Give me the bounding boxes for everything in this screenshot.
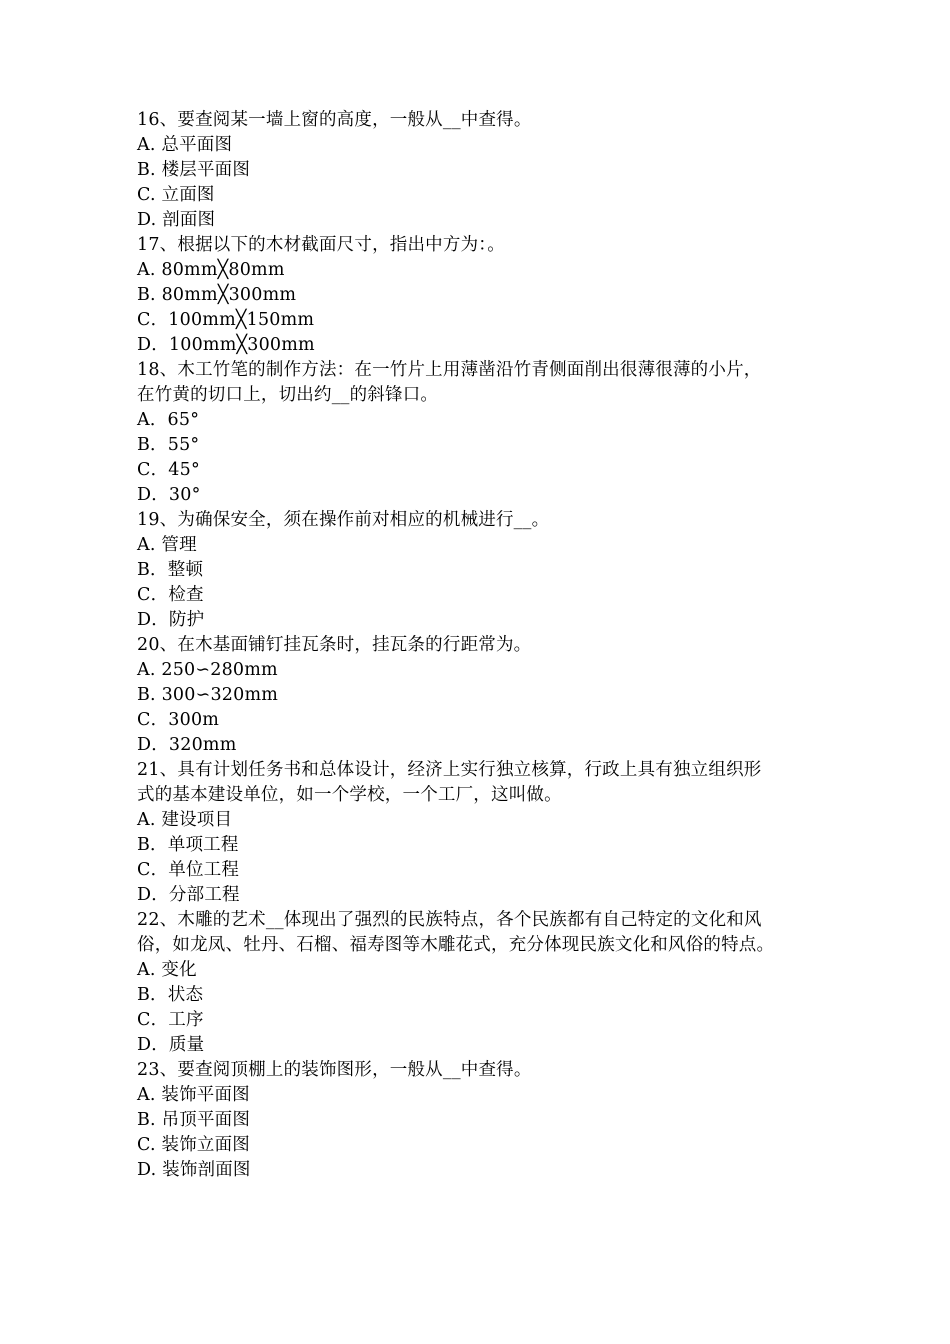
question-stem-line: 23、要查阅顶棚上的装饰图形，一般从__中查得。: [137, 1060, 532, 1080]
question-stem-line: 俗，如龙凤、牡丹、石榴、福寿图等木雕花式，充分体现民族文化和风俗的特点。: [137, 935, 775, 955]
answer-option: B．状态: [137, 985, 204, 1005]
answer-option: C．45°: [137, 460, 200, 480]
question-block: [137, 108, 837, 233]
answer-option: D．320mm: [137, 735, 237, 755]
answer-option: D．质量: [137, 1035, 205, 1055]
answer-option: B. 300∽320mm: [137, 685, 279, 705]
question-list: [137, 108, 837, 1183]
answer-option: A. 建设项目: [137, 810, 233, 830]
question-block: [137, 633, 837, 758]
answer-option: C．100mm╳150mm: [137, 310, 315, 330]
answer-option: B．单项工程: [137, 835, 239, 855]
answer-option: C．300m: [137, 710, 220, 730]
question-block: [137, 358, 837, 508]
answer-option: B．55°: [137, 435, 200, 455]
answer-option: A. 250∽280mm: [137, 660, 278, 680]
answer-option: A. 装饰平面图: [137, 1085, 250, 1105]
question-stem-line: 18、木工竹笔的制作方法：在一竹片上用薄凿沿竹青侧面削出很薄很薄的小片，: [137, 360, 762, 380]
question-stem-line: 21、具有计划任务书和总体设计，经济上实行独立核算，行政上具有独立组织形: [137, 760, 762, 780]
answer-option: A. 变化: [137, 960, 197, 980]
question-stem-line: 17、根据以下的木材截面尺寸，指出中方为：。: [137, 235, 505, 255]
answer-option: B. 80mm╳300mm: [137, 285, 297, 305]
answer-option: D．分部工程: [137, 885, 240, 905]
question-block: [137, 1058, 837, 1183]
answer-option: A. 管理: [137, 535, 197, 555]
question-stem-line: 19、为确保安全，须在操作前对相应的机械进行__。: [137, 510, 550, 530]
answer-option: C．工序: [137, 1010, 204, 1030]
question-stem-line: 16、要查阅某一墙上窗的高度，一般从__中查得。: [137, 110, 532, 130]
question-stem-line: 22、木雕的艺术__体现出了强烈的民族特点，各个民族都有自己特定的文化和风: [137, 910, 762, 930]
answer-option: A．65°: [137, 410, 200, 430]
answer-option: D. 剖面图: [137, 210, 216, 230]
question-stem-line: 式的基本建设单位，如一个学校，一个工厂，这叫做。: [137, 785, 562, 805]
question-block: [137, 908, 837, 1058]
answer-option: C. 装饰立面图: [137, 1135, 250, 1155]
answer-option: D. 装饰剖面图: [137, 1160, 251, 1180]
answer-option: C．检查: [137, 585, 204, 605]
answer-option: B. 楼层平面图: [137, 160, 251, 180]
answer-option: D．30°: [137, 485, 201, 505]
answer-option: C. 立面图: [137, 185, 215, 205]
question-stem-line: 在竹黄的切口上，切出约__的斜锋口。: [137, 385, 439, 405]
answer-option: B．整顿: [137, 560, 204, 580]
answer-option: B. 吊顶平面图: [137, 1110, 251, 1130]
answer-option: A. 80mm╳80mm: [137, 260, 285, 280]
answer-option: A. 总平面图: [137, 135, 233, 155]
answer-option: D．防护: [137, 610, 205, 630]
question-block: [137, 233, 837, 358]
question-block: [137, 758, 837, 908]
question-block: [137, 508, 837, 633]
answer-option: D．100mm╳300mm: [137, 335, 315, 355]
question-stem-line: 20、在木基面铺钉挂瓦条时，挂瓦条的行距常为。: [137, 635, 532, 655]
answer-option: C．单位工程: [137, 860, 240, 880]
